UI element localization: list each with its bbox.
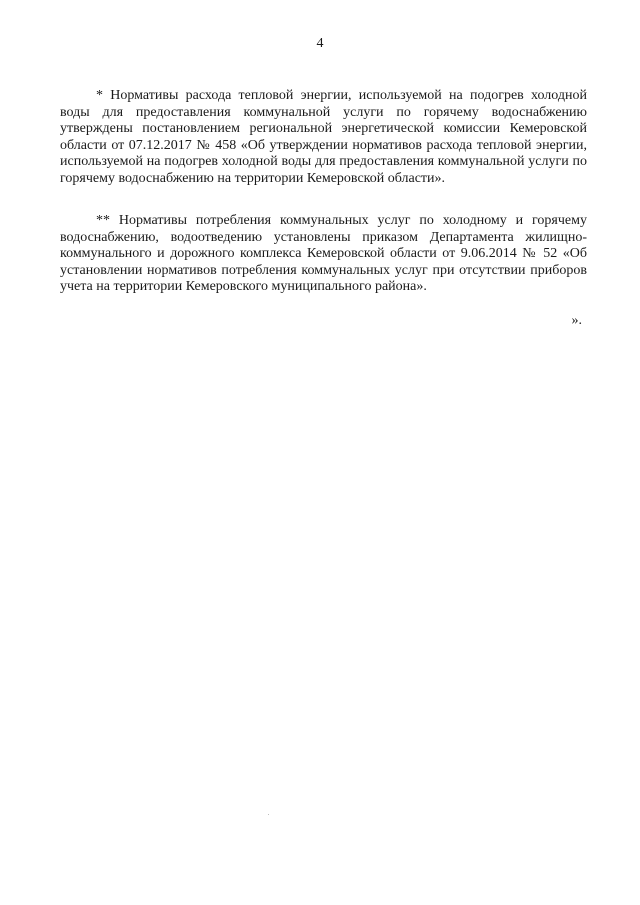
scan-speck	[268, 814, 269, 815]
page-number: 4	[316, 36, 324, 51]
footnote-heat-energy: * Нормативы расхода тепловой энергии, используемой на подогрев холодной воды для предоставления коммунальной услуги по горячему водоснабжению утверждены постановлением региональной энергетической комиссии Кемеровской области от 07.12.2017 № 458 «Об утверждении нормативов расхода тепловой энергии, используемой на подогрев холодной воды для предоставления коммунальной услуги по горячему водоснабжению на территории Кемеровской области».	[60, 88, 587, 186]
footnote-consumption-standards: ** Нормативы потребления коммунальных услуг по холодному и горячему водоснабжению, водоотведению установлены приказом Департамента жилищно-коммунального и дорожного комплекса Кемеровской области от 9.06.2014 № 52 «Об установлении нормативов потребления коммунальных услуг при отсутствии приборов учета на территории Кемеровского муниципального района».	[60, 213, 587, 295]
closing-quote: ».	[571, 313, 582, 328]
